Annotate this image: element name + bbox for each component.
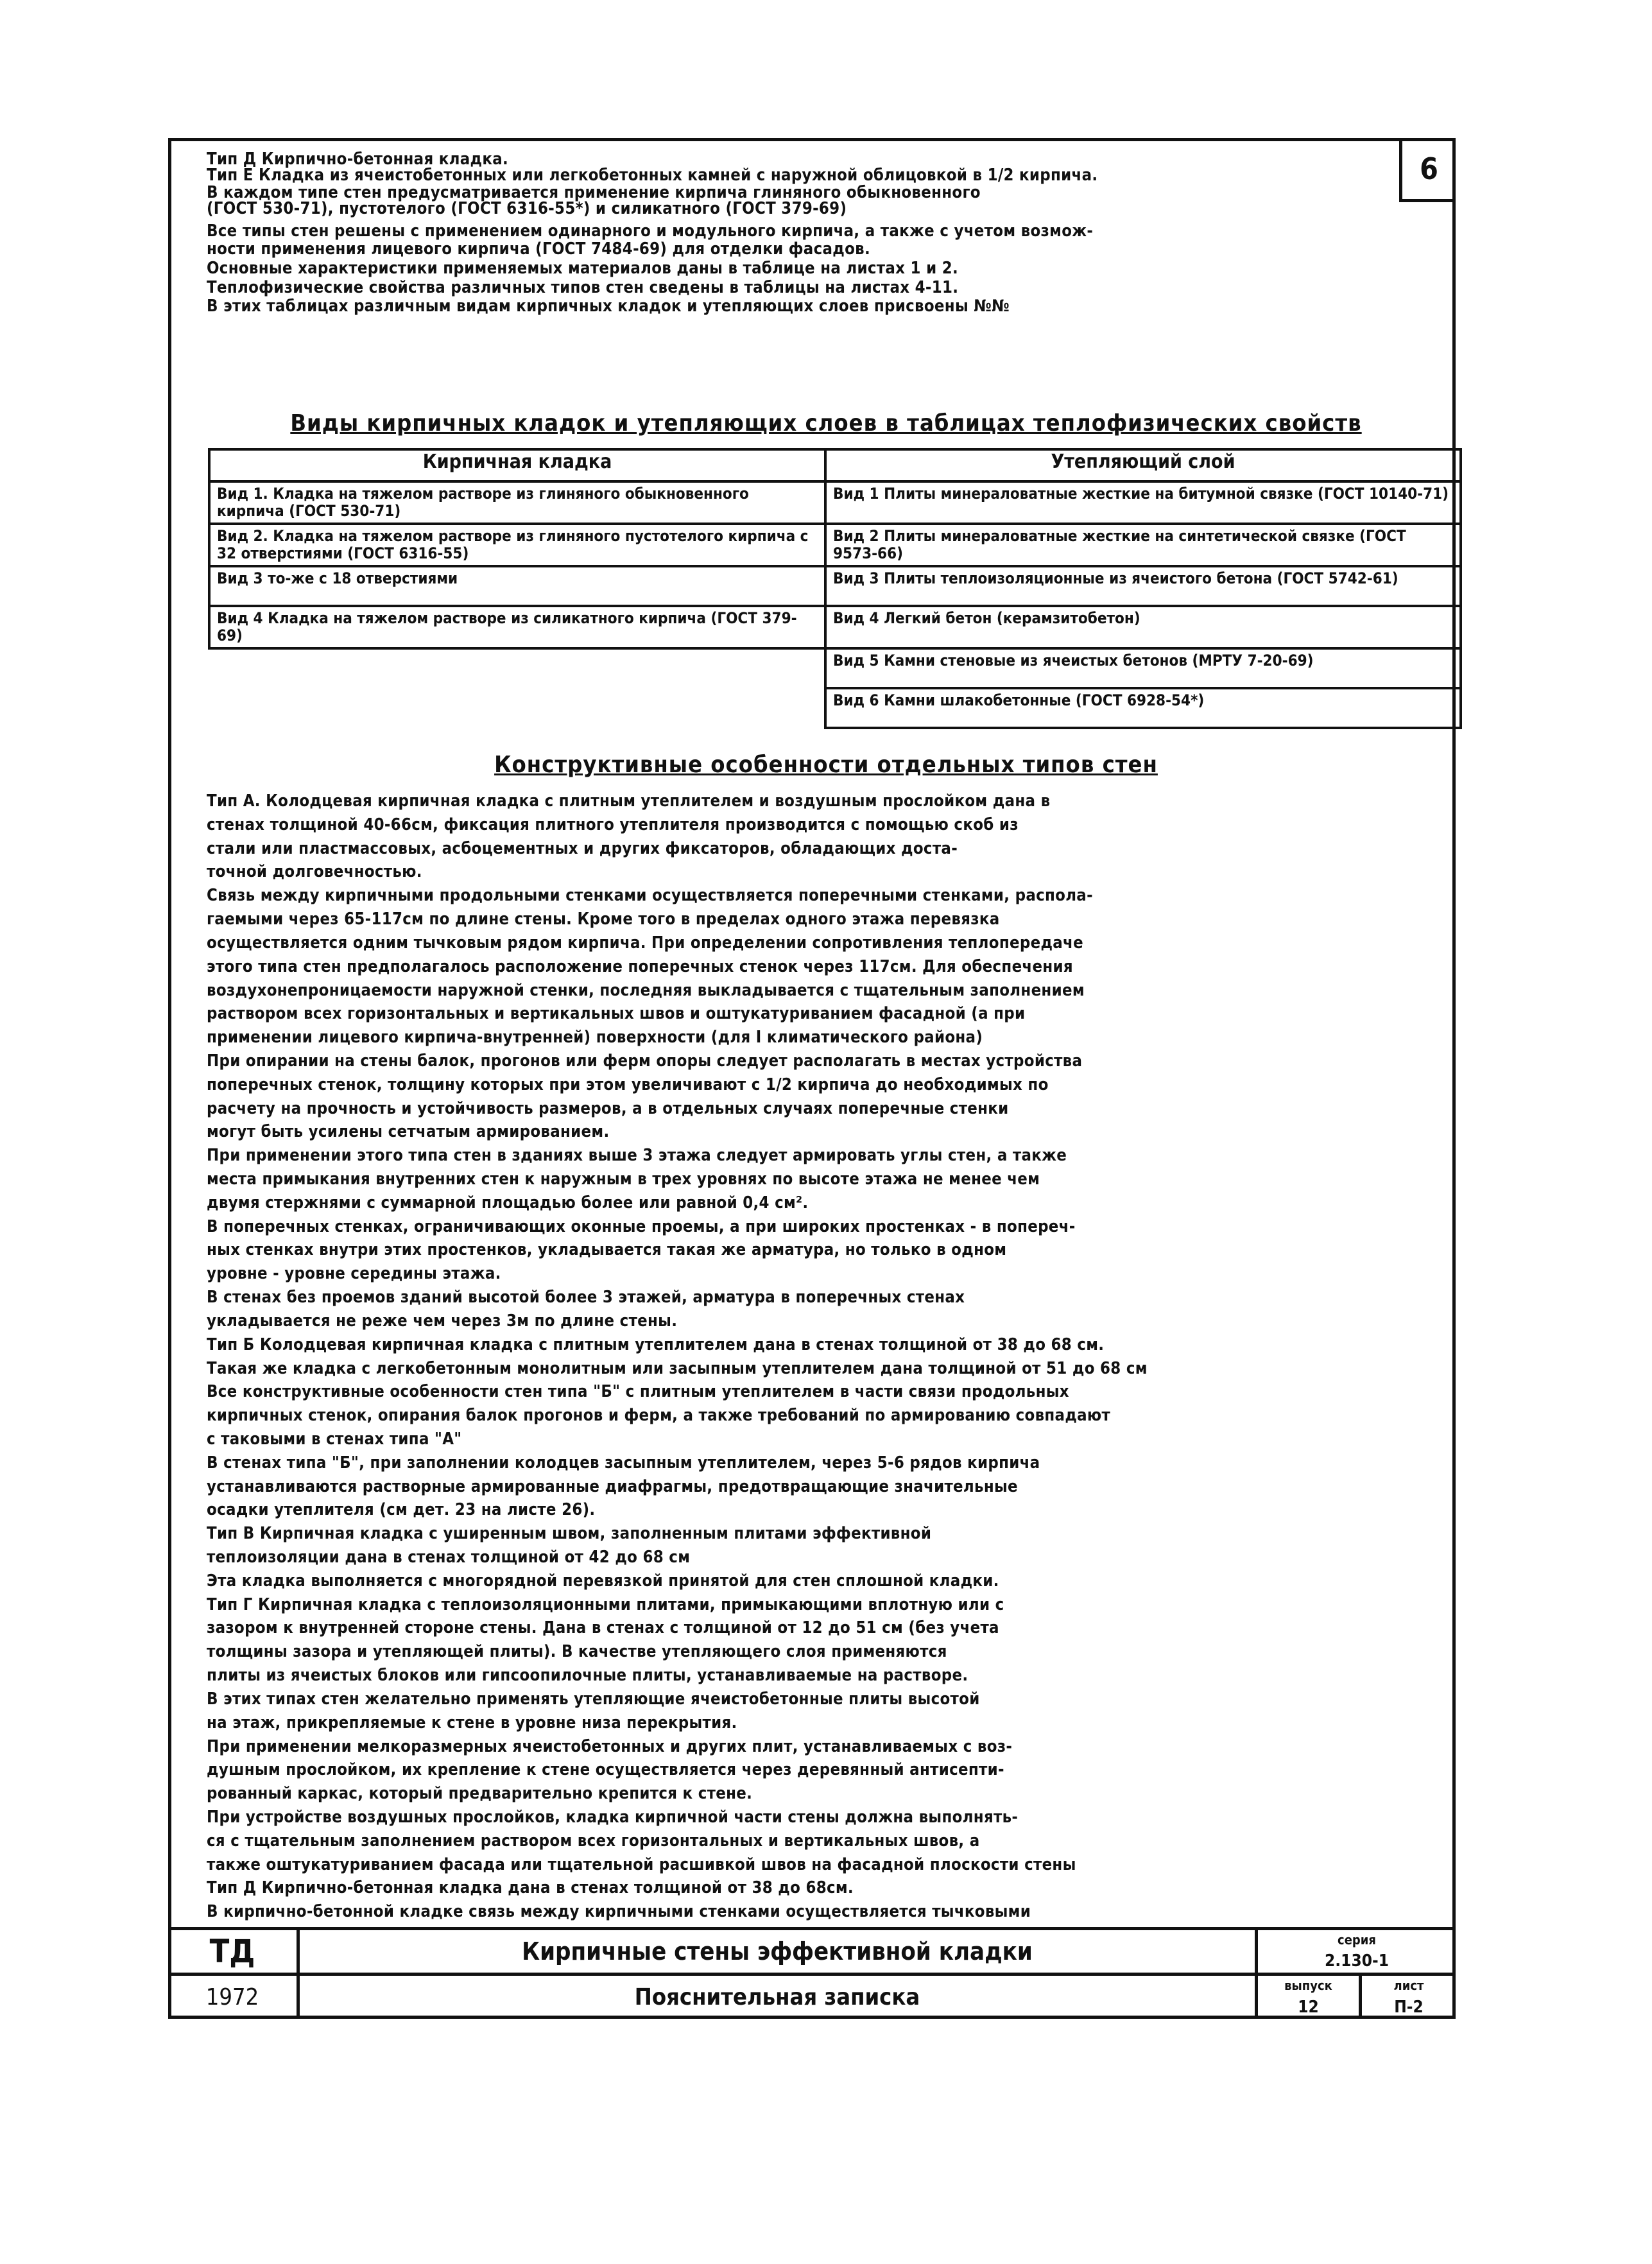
series-value: 2.130-1	[1325, 1951, 1389, 1971]
body-line: осуществляется одним тычковым рядом кирпича. При определении сопротивления теплопередаче	[207, 933, 1083, 953]
body-line: с таковыми в стенах типа "А"	[207, 1430, 462, 1449]
intro-line: Теплофизические свойства различных типов стен сведены в таблицы на листах 4-11.	[207, 278, 959, 297]
body-line: ных стенках внутри этих простенков, укладывается такая же арматура, но только в одном	[207, 1240, 1007, 1259]
body-line: двумя стержнями с суммарной площадью более или равной 0,4 см².	[207, 1193, 809, 1213]
sheet-label: лист	[1393, 1978, 1424, 1993]
intro-line: Все типы стен решены с применением одинарного и модульного кирпича, а также с учетом возмож-	[207, 221, 1094, 241]
insulation-type-cell: Вид 5 Камни стеновые из ячеистых бетонов (МРТУ 7-20-69)	[825, 648, 1461, 688]
body-line: стенах толщиной 40-66см, фиксация плитного утеплителя производится с помощью скоб из	[207, 815, 1019, 834]
masonry-type-cell	[209, 688, 825, 728]
insulation-type-cell: Вид 2 Плиты минераловатные жесткие на синтетической связке (ГОСТ 9573-66)	[825, 524, 1461, 566]
column-header-masonry: Кирпичная кладка	[209, 449, 825, 481]
body-line: Тип Д Кирпично-бетонная кладка дана в стенах толщиной от 38 до 68см.	[207, 1878, 854, 1897]
insulation-type-cell: Вид 4 Легкий бетон (керамзитобетон)	[825, 606, 1461, 648]
column-header-insulation: Утепляющий слой	[825, 449, 1461, 481]
body-line: При устройстве воздушных прослойков, кладка кирпичной части стены должна выполнять-	[207, 1808, 1019, 1827]
body-line: поперечных стенок, толщину которых при этом увеличивают с 1/2 кирпича до необходимых по	[207, 1075, 1049, 1094]
body-line: стали или пластмассовых, асбоцементных и других фиксаторов, обладающих доста-	[207, 839, 958, 858]
table-title: Виды кирпичных кладок и утепляющих слоев в таблицах теплофизических свойств	[290, 410, 1362, 436]
body-line: При применении мелкоразмерных ячеистобетонных и других плит, устанавливаемых с воз-	[207, 1737, 1013, 1756]
intro-line: Основные характеристики применяемых материалов даны в таблице на листах 1 и 2.	[207, 259, 959, 278]
body-line: гаемыми через 65-117см по длине стены. Кроме того в пределах одного этажа перевязка	[207, 910, 1000, 929]
masonry-type-cell: Вид 4 Кладка на тяжелом растворе из силикатного кирпича (ГОСТ 379-69)	[209, 606, 825, 648]
body-line: могут быть усилены сетчатым армированием.	[207, 1122, 610, 1141]
body-line: кирпичных стенок, опирания балок прогонов и ферм, а также требований по армированию совпадают	[207, 1406, 1111, 1425]
table-row	[209, 606, 1461, 648]
intro-line: (ГОСТ 530-71), пустотелого (ГОСТ 6316-55*) и силикатного (ГОСТ 379-69)	[207, 199, 847, 218]
body-line: В кирпично-бетонной кладке связь между кирпичными стенками осуществляется тычковыми	[207, 1902, 1031, 1921]
body-line: устанавливаются растворные армированные диафрагмы, предотвращающие значительные	[207, 1477, 1018, 1496]
body-line: этого типа стен предполагалось расположение поперечных стенок через 117см. Для обеспечения	[207, 957, 1073, 976]
intro-line: ности применения лицевого кирпича (ГОСТ 7484-69) для отделки фасадов.	[207, 239, 870, 259]
intro-line: Тип Д Кирпично-бетонная кладка.	[207, 150, 509, 169]
section-title: Конструктивные особенности отдельных типов стен	[494, 752, 1158, 778]
body-line: точной долговечностью.	[207, 862, 422, 881]
masonry-type-cell	[209, 648, 825, 688]
body-line: укладывается не реже чем через 3м по длине стены.	[207, 1311, 678, 1331]
body-line: Тип В Кирпичная кладка с уширенным швом, заполненным плитами эффективной	[207, 1524, 932, 1543]
issue-value: 12	[1298, 1997, 1319, 2017]
drawing-subtitle: Пояснительная записка	[634, 1984, 920, 2010]
body-line: расчету на прочность и устойчивость размеров, а в отдельных случаях поперечные стенки	[207, 1099, 1009, 1118]
series-label: серия	[1338, 1932, 1376, 1948]
masonry-type-cell: Вид 2. Кладка на тяжелом растворе из глиняного пустотелого кирпича с 32 отверстиями (ГОСТ 6316-55)	[209, 524, 825, 566]
table-row	[209, 524, 1461, 566]
body-line: Связь между кирпичными продольными стенками осуществляется поперечными стенками, распола-	[207, 886, 1093, 905]
insulation-type-cell: Вид 6 Камни шлакобетонные (ГОСТ 6928-54*)	[825, 688, 1461, 728]
issue-label: выпуск	[1284, 1978, 1332, 1993]
body-line: При опирании на стены балок, прогонов или ферм опоры следует располагать в местах устройства	[207, 1051, 1083, 1071]
body-line: зазором к внутренней стороне стены. Дана в стенах с толщиной от 12 до 51 см (без учета	[207, 1618, 999, 1638]
body-line: на этаж, прикрепляемые к стене в уровне низа перекрытия.	[207, 1713, 737, 1733]
body-line: места примыкания внутренних стен к наружным в трех уровнях по высоте этажа не менее чем	[207, 1170, 1040, 1189]
body-line: также оштукатуриванием фасада или тщательной расшивкой швов на фасадной плоскости стены	[207, 1855, 1076, 1874]
types-table	[208, 448, 1462, 729]
table-header-row	[209, 449, 1461, 481]
body-line: В этих типах стен желательно применять утепляющие ячеистобетонные плиты высотой	[207, 1689, 980, 1709]
intro-line: В каждом типе стен предусматривается применение кирпича глиняного обыкновенного	[207, 183, 981, 202]
intro-line: В этих таблицах различным видам кирпичных кладок и утепляющих слоев присвоены №№	[207, 297, 1010, 316]
body-line: раствором всех горизонтальных и вертикальных швов и оштукатуриванием фасадной (а при	[207, 1004, 1026, 1023]
body-line: Тип А. Колодцевая кирпичная кладка с плитным утеплителем и воздушным прослойком дана в	[207, 791, 1051, 811]
body-line: В стенах без проемов зданий высотой более 3 этажей, арматура в поперечных стенах	[207, 1288, 965, 1307]
body-line: уровне - уровне середины этажа.	[207, 1264, 501, 1283]
insulation-type-cell: Вид 1 Плиты минераловатные жесткие на битумной связке (ГОСТ 10140-71)	[825, 481, 1461, 524]
body-line: Эта кладка выполняется с многорядной перевязкой принятой для стен сплошной кладки.	[207, 1571, 999, 1591]
table-row	[209, 688, 1461, 728]
intro-line: Тип Е Кладка из ячеистобетонных или легкобетонных камней с наружной облицовкой в 1/2 кирпича.	[207, 166, 1098, 185]
organization-code: ТД	[209, 1933, 255, 1970]
body-line: применении лицевого кирпича-внутренней) поверхности (для I климатического района)	[207, 1028, 983, 1047]
body-line: Такая же кладка с легкобетонным монолитным или засыпным утеплителем дана толщиной от 51 до 68 см	[207, 1359, 1148, 1378]
body-line: В стенах типа "Б", при заполнении колодцев засыпным утеплителем, через 5-6 рядов кирпича	[207, 1453, 1040, 1473]
body-line: Все конструктивные особенности стен типа "Б" с плитным утеплителем в части связи продольных	[207, 1382, 1069, 1401]
sheet-number: 6	[1399, 138, 1456, 202]
body-line: теплоизоляции дана в стенах толщиной от 42 до 68 см	[207, 1548, 691, 1567]
masonry-type-cell: Вид 1. Кладка на тяжелом растворе из глиняного обыкновенного кирпича (ГОСТ 530-71)	[209, 481, 825, 524]
body-line: В поперечных стенках, ограничивающих оконные проемы, а при широких простенках - в попереч-	[207, 1217, 1076, 1236]
drawing-title: Кирпичные стены эффективной кладки	[522, 1937, 1033, 1966]
body-line: толщины зазора и утепляющей плиты). В качестве утепляющего слоя применяются	[207, 1642, 947, 1661]
table-row	[209, 648, 1461, 688]
body-line: ся с тщательным заполнением раствором всех горизонтальных и вертикальных швов, а	[207, 1831, 980, 1851]
body-line: плиты из ячеистых блоков или гипсоопилочные плиты, устанавливаемые на растворе.	[207, 1666, 968, 1685]
body-line: Тип Б Колодцевая кирпичная кладка с плитным утеплителем дана в стенах толщиной от 38 до 68 см.	[207, 1335, 1105, 1354]
body-line: рованный каркас, который предварительно крепится к стене.	[207, 1784, 753, 1803]
table-row	[209, 566, 1461, 606]
body-line: осадки утеплителя (см дет. 23 на листе 26).	[207, 1500, 596, 1519]
insulation-type-cell: Вид 3 Плиты теплоизоляционные из ячеистого бетона (ГОСТ 5742-61)	[825, 566, 1461, 606]
year: 1972	[205, 1984, 259, 2010]
body-line: Тип Г Кирпичная кладка с теплоизоляционными плитами, примыкающими вплотную или с	[207, 1595, 1004, 1614]
body-line: воздухонепроницаемости наружной стенки, последняя выкладывается с тщательным заполнением	[207, 981, 1085, 1000]
title-block	[168, 1927, 1456, 2019]
table-row	[209, 481, 1461, 524]
body-line: При применении этого типа стен в зданиях выше 3 этажа следует армировать углы стен, а также	[207, 1146, 1067, 1165]
masonry-type-cell: Вид 3 то-же с 18 отверстиями	[209, 566, 825, 606]
body-line: душным прослойком, их крепление к стене осуществляется через деревянный антисепти-	[207, 1760, 1004, 1779]
sheet-value: П-2	[1394, 1997, 1424, 2017]
